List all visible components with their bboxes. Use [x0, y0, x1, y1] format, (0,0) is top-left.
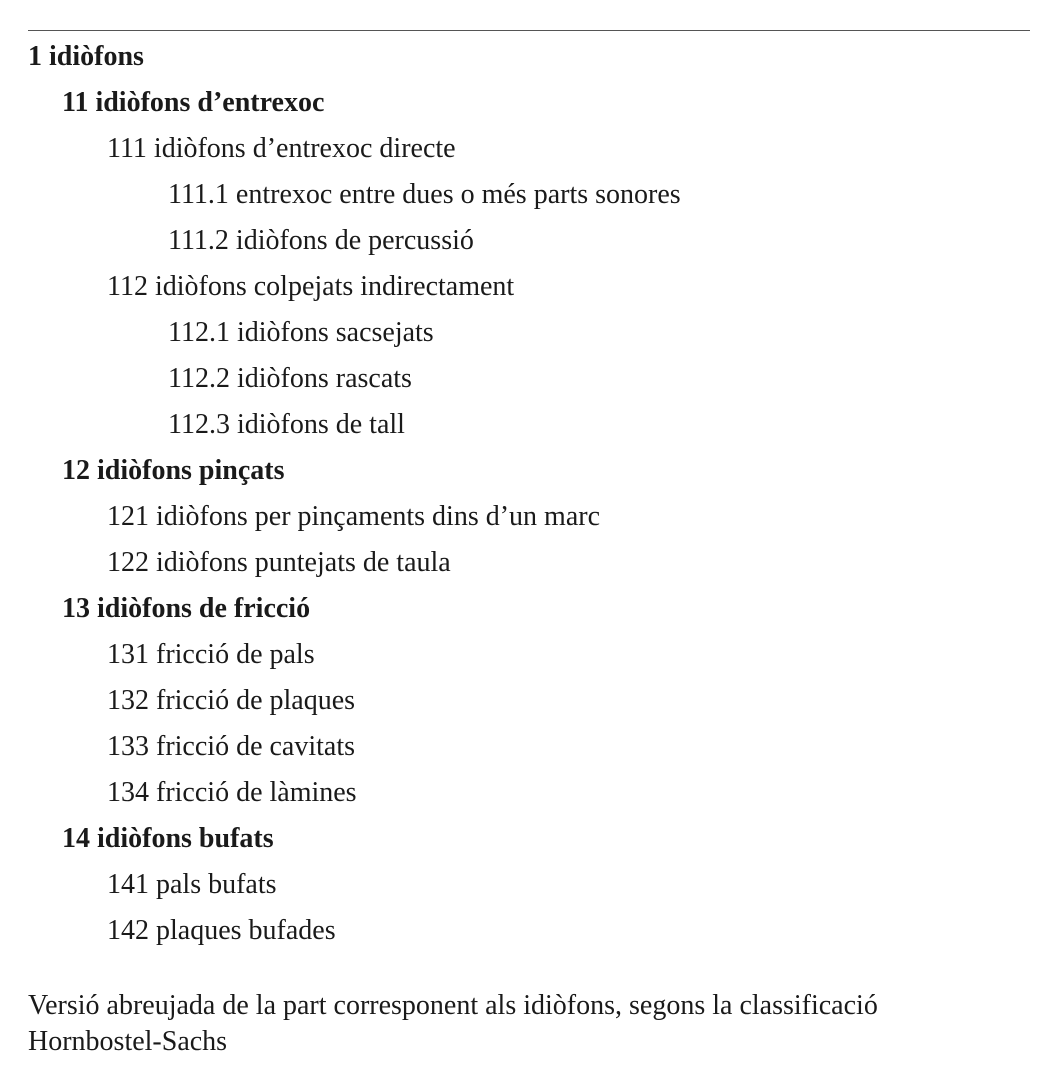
classification-item-level-3: 132 fricció de plaques: [107, 685, 356, 716]
classification-item-level-2: 12 idiòfons pinçats: [62, 455, 285, 486]
classification-item-level-3: 112 idiòfons colpejats indirectament: [107, 271, 515, 302]
classification-list: [0, 34, 1051, 954]
top-rule: [28, 30, 1030, 31]
classification-item-level-3: 121 idiòfons per pinçaments dins d’un marc: [107, 501, 601, 532]
classification-item-level-3: 134 fricció de làmines: [107, 777, 357, 808]
classification-item-level-3: 142 plaques bufades: [107, 915, 336, 946]
classification-item-level-2: 13 idiòfons de fricció: [62, 593, 311, 624]
classification-item-level-2: 14 idiòfons bufats: [62, 823, 274, 854]
classification-item-level-4: 112.2 idiòfons rascats: [168, 363, 412, 394]
caption: Versió abreujada de la part corresponent als idiòfons, segons la classificació Hornbostel-Sachs: [28, 990, 878, 1057]
classification-item-level-2: 11 idiòfons d’entrexoc: [62, 87, 325, 118]
classification-item-level-1: 1 idiòfons: [28, 41, 144, 72]
classification-item-level-3: 122 idiòfons puntejats de taula: [107, 547, 451, 578]
classification-item-level-4: 111.1 entrexoc entre dues o més parts sonores: [168, 179, 681, 210]
classification-item-level-3: 111 idiòfons d’entrexoc directe: [107, 133, 456, 164]
classification-item-level-3: 131 fricció de pals: [107, 639, 315, 670]
classification-item-level-3: 141 pals bufats: [107, 869, 277, 900]
classification-item-level-4: 112.3 idiòfons de tall: [168, 409, 405, 440]
classification-item-level-4: 111.2 idiòfons de percussió: [168, 225, 474, 256]
classification-item-level-4: 112.1 idiòfons sacsejats: [168, 317, 434, 348]
classification-item-level-3: 133 fricció de cavitats: [107, 731, 356, 762]
